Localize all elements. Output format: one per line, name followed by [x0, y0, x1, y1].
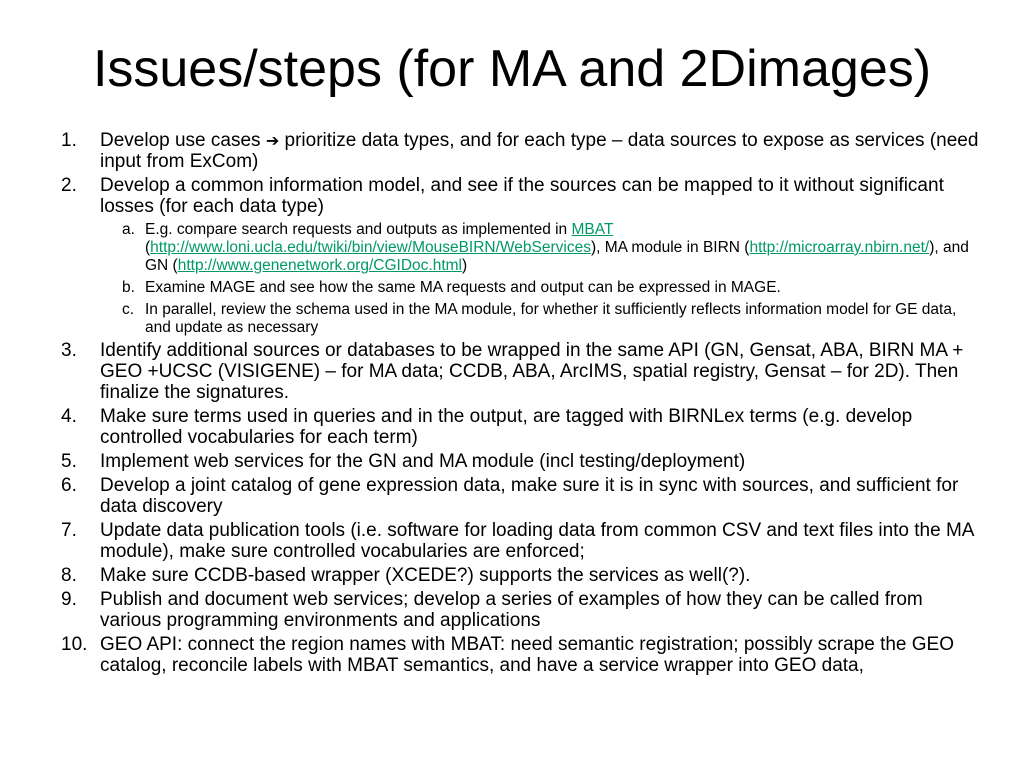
list-item — [0, 475, 1024, 517]
sub-item-text: Examine MAGE and see how the same MA requests and output can be expressed in MAGE. — [145, 279, 781, 296]
sub-item-letter: c. — [122, 301, 135, 318]
list-item — [0, 589, 1024, 631]
list-item — [0, 130, 1024, 172]
item-text: Publish and document web services; develop a series of examples of how they can be called from various programming environments and applications — [100, 589, 923, 631]
item-text: Develop a joint catalog of gene expression data, make sure it is in sync with sources, and sufficient for data discovery — [100, 475, 959, 517]
list-item — [0, 175, 1024, 217]
sub-item-text: In parallel, review the schema used in the MA module, for whether it sufficiently reflects information model for GE data, and update as necessary — [145, 301, 957, 336]
item-number: 4. — [61, 406, 77, 427]
list-item — [0, 340, 1024, 403]
sub-text-part: ) — [462, 257, 468, 274]
arrow-right-icon: ➔ — [265, 131, 280, 150]
sub-list-item — [0, 221, 1024, 275]
sub-text-part: E.g. compare search requests and outputs as implemented in — [145, 221, 572, 238]
sub-text-part: ), and GN ( — [145, 239, 969, 274]
sub-text-part: ( — [145, 239, 151, 256]
slide-title: Issues/steps (for MA and 2Dimages) — [92, 40, 932, 98]
list-item — [0, 451, 1024, 472]
sub-list-item — [0, 301, 1024, 337]
item-number: 2. — [61, 175, 77, 196]
list-item — [0, 565, 1024, 586]
sub-item-text — [145, 221, 985, 275]
list-item — [0, 634, 1024, 676]
item-text-part: Develop use cases — [100, 130, 261, 151]
item-text: Develop a common information model, and see if the sources can be mapped to it without significant losses (for each data type) — [100, 175, 944, 217]
item-text: Implement web services for the GN and MA module (incl testing/deployment) — [100, 451, 746, 472]
list-item — [0, 406, 1024, 448]
sub-list-item — [0, 279, 1024, 297]
item-text: GEO API: connect the region names with MBAT: need semantic registration; possibly scrape the GEO catalog, reconcile labels with MBAT semantics, and have a service wrapper into GEO data, — [100, 634, 954, 676]
sub-text-part: ), MA module in BIRN ( — [590, 239, 750, 256]
item-number: 5. — [61, 451, 77, 472]
mbat-link[interactable]: MBAT — [571, 221, 614, 238]
item-text-part: prioritize data types, and for each type – data sources to expose as services (need input from ExCom) — [100, 130, 979, 172]
item-number: 7. — [61, 520, 77, 541]
item-number: 1. — [61, 130, 77, 151]
item-text — [100, 130, 980, 172]
item-number: 9. — [61, 589, 77, 610]
sub-item-letter: b. — [122, 279, 135, 296]
item-number: 3. — [61, 340, 77, 361]
item-text: Make sure CCDB-based wrapper (XCEDE?) supports the services as well(?). — [100, 565, 751, 586]
item-text: Make sure terms used in queries and in the output, are tagged with BIRNLex terms (e.g. develop controlled vocabularies for each term) — [100, 406, 913, 448]
sub-item-letter: a. — [122, 221, 135, 238]
webservices-link[interactable]: http://www.loni.ucla.edu/twiki/bin/view/MouseBIRN/WebServices — [150, 239, 591, 256]
microarray-link[interactable]: http://microarray.nbirn.net/ — [749, 239, 930, 256]
item-number: 10. — [61, 634, 88, 655]
item-number: 6. — [61, 475, 77, 496]
item-number: 8. — [61, 565, 77, 586]
genenetwork-link[interactable]: http://www.genenetwork.org/CGIDoc.html — [177, 257, 463, 274]
item-text: Identify additional sources or databases to be wrapped in the same API (GN, Gensat, ABA, BIRN MA + GEO +UCSC (VISIGENE) – for MA data; CCDB, ABA, ArcIMS, spatial registry, Gensat – for 2D). Then finalize the signatures. — [100, 340, 964, 403]
list-item — [0, 520, 1024, 562]
item-text: Update data publication tools (i.e. software for loading data from common CSV and text files into the MA module), make sure controlled vocabularies are enforced; — [100, 520, 974, 562]
steps-list — [0, 130, 1024, 676]
